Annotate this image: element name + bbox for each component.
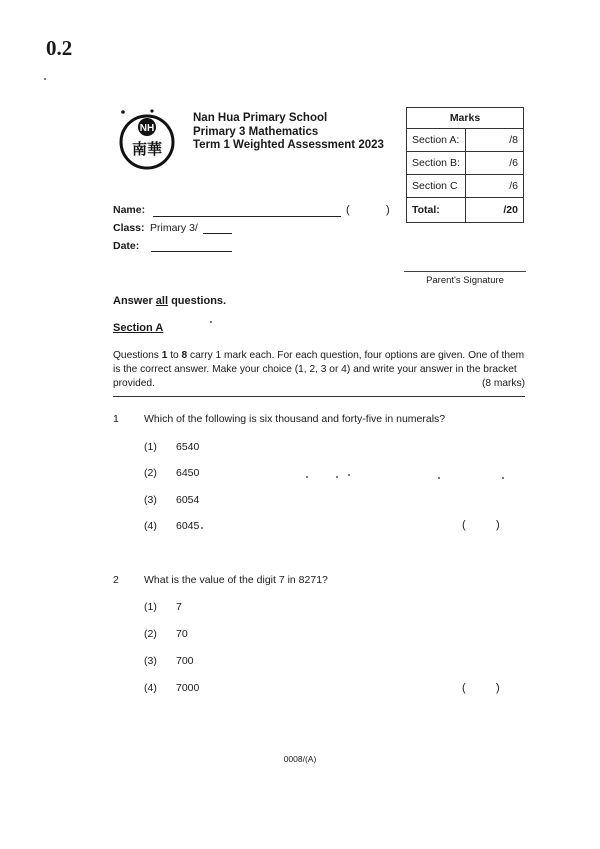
speck [306,476,308,478]
school-name: Nan Hua Primary School [193,112,328,124]
marks-row [407,175,524,198]
marks-row-label: Section A: [407,129,466,152]
answer-bracket-open: ( [462,519,466,531]
answer-bracket-open: ( [462,682,466,694]
speck [44,78,46,80]
marks-table-title: Marks [407,108,524,129]
parent-signature-line[interactable] [404,271,526,272]
speck [438,477,440,479]
option-number: (1) [144,441,157,453]
option-value: 700 [176,655,194,667]
speck [348,474,350,476]
instructions-text: Questions [113,350,162,361]
class-label: Class: [113,222,145,234]
marks-row [407,129,524,152]
answer-all-instruction [113,295,226,307]
option-value: 6450 [176,467,200,479]
option-number: (3) [144,494,157,506]
question-number: 1 [113,413,119,425]
marks-row-value[interactable]: /8 [466,129,524,152]
marks-row-label: Section B: [407,152,466,175]
footer-code: 0008/(A) [283,754,317,764]
speck [336,476,338,478]
question-text: What is the value of the digit 7 in 8271? [144,574,328,586]
class-field[interactable] [203,233,232,234]
name-label: Name: [113,204,146,216]
marks-total-label: Total: [407,198,466,223]
marks-row-value[interactable]: /6 [466,152,524,175]
instructions-q-to: 8 [181,350,188,361]
section-a-instructions [113,349,525,391]
speck [502,477,504,479]
marks-table [406,107,524,223]
option-value: 6054 [176,494,200,506]
option-value: 7 [176,601,182,613]
marks-total-value[interactable]: /20 [466,198,524,223]
answer-field[interactable] [470,518,494,532]
answer-field[interactable] [470,681,494,695]
instructions-text: to [167,350,182,361]
section-a-title: Section A [113,322,164,334]
parent-signature-label: Parent's Signature [426,275,504,286]
subject-title: Primary 3 Mathematics [193,125,319,138]
marks-row [407,152,524,175]
option-value: 70 [176,628,188,640]
option-number: (2) [144,467,157,479]
question-number: 2 [113,574,119,586]
instructions-text: carry 1 mark each. For each question, four options are given. One of them is the correct answer. Make your choice (1, 2, 3 or 4) and write your answer in the bracket provided. [113,350,525,389]
speck [201,527,203,529]
answer-all-suffix: questions. [168,295,227,307]
register-bracket-close: ) [386,204,390,216]
question-text: Which of the following is six thousand and forty-five in numerals? [144,413,446,425]
instructions-q-from: 1 [161,350,168,361]
option-number: (1) [144,601,157,613]
answer-bracket-close: ) [496,519,500,531]
option-number: (3) [144,655,157,667]
answer-all-prefix: Answer [113,295,156,307]
logo-monogram: NH [139,123,155,134]
option-value: 6045 [176,520,200,532]
date-field[interactable] [151,251,232,252]
name-field[interactable] [153,216,341,217]
option-number: (4) [144,520,157,532]
section-a-marks: (8 marks) [481,378,525,389]
register-bracket-open: ( [346,204,350,216]
marks-total-row [407,198,524,223]
school-logo-emblem [116,108,178,170]
speck [210,321,212,323]
page-number: 0.2 [46,36,73,60]
logo-characters: 南華 [131,140,163,158]
school-header [193,112,384,153]
option-number: (4) [144,682,157,694]
marks-row-label: Section C [407,175,466,198]
section-divider [113,396,525,397]
school-logo [116,108,178,170]
class-value: Primary 3/ [150,222,198,234]
assessment-title: Term 1 Weighted Assessment 2023 [193,139,384,151]
answer-bracket-close: ) [496,682,500,694]
option-number: (2) [144,628,157,640]
answer-all-emphasis: all [155,295,169,307]
option-value: 6540 [176,441,200,453]
marks-row-value[interactable]: /6 [466,175,524,198]
date-label: Date: [113,240,140,252]
option-value: 7000 [176,682,200,694]
